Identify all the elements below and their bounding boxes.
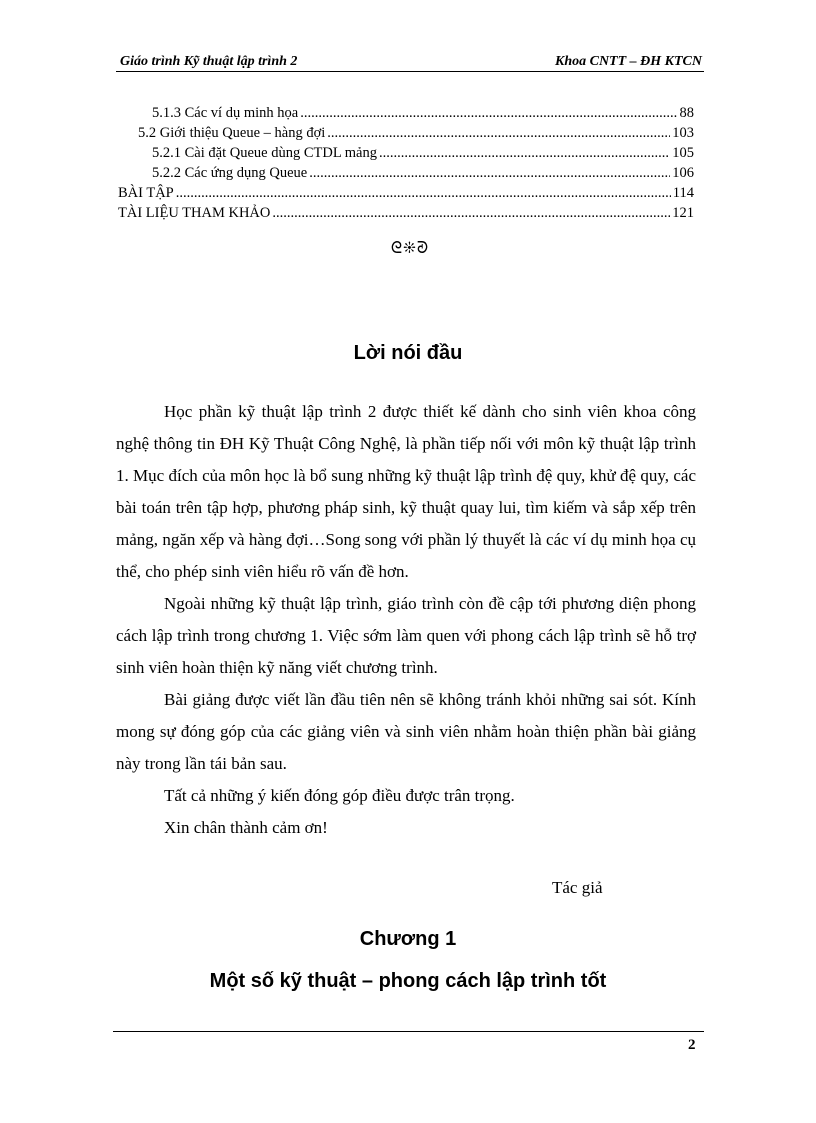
toc-entry-label: 5.2.2 Các ứng dụng Queue [152, 165, 308, 181]
page-header [116, 53, 704, 72]
toc-entry[interactable] [118, 183, 694, 203]
toc-entry-page: 103 [672, 125, 694, 141]
chapter-title: Một số kỹ thuật – phong cách lập trình tốt [209, 970, 607, 992]
toc-leader [309, 163, 670, 183]
preface-paragraph: Tất cả những ý kiến đóng góp điều được trân trọng. [164, 786, 515, 805]
toc-entry-page: 114 [672, 185, 694, 201]
preface-paragraph: Học phần kỹ thuật lập trình 2 được thiết kế dành cho sinh viên khoa công nghệ thông tin ĐH Kỹ Thuật Công Nghệ, là phần tiếp nối với môn kỹ thuật lập trình 1. Mục đích của môn học là bổ sung những kỹ thuật lập trình đệ quy, khử đệ quy, các bài toán trên tập hợp, phương pháp sinh, kỹ thuật quay lui, tìm kiếm và sắp xếp trên mảng, ngăn xếp và hàng đợi…Song song với phần lý thuyết là các ví dụ minh họa cụ thể, cho phép sinh viên hiểu rõ vấn đề hơn. [116, 402, 696, 581]
toc-leader [176, 183, 671, 203]
preface-paragraph: Xin chân thành cảm ơn! [164, 818, 328, 837]
toc-entry-label: BÀI TẬP [118, 185, 174, 201]
toc-entry[interactable] [118, 143, 694, 163]
preface-body [116, 396, 696, 844]
preface-paragraph: Ngoài những kỹ thuật lập trình, giáo trình còn đề cập tới phương diện phong cách lập trình trong chương 1. Việc sớm làm quen với phong cách lập trình sẽ hỗ trợ sinh viên hoàn thiện kỹ năng viết chương trình. [116, 594, 696, 677]
toc-entry-label: 5.2.1 Cài đặt Queue dùng CTDL mảng [152, 145, 377, 161]
preface-paragraph: Bài giảng được viết lần đầu tiên nên sẽ không tránh khỏi những sai sót. Kính mong sự đóng góp của các giảng viên và sinh viên nhằm hoàn thiện phần bài giảng này trong lần tái bản sau. [116, 690, 696, 773]
toc-entry-label: TÀI LIỆU THAM KHẢO [118, 205, 271, 221]
toc-entry[interactable] [118, 203, 694, 223]
toc-entry-page: 106 [672, 165, 694, 181]
toc-entry-page: 88 [679, 105, 694, 121]
toc-entry-page: 105 [672, 145, 694, 161]
page-number: 2 [688, 1037, 696, 1053]
toc-leader [327, 123, 670, 143]
decorative-ornament-icon: ᘓ❊ᘑ [390, 240, 430, 257]
toc-leader [379, 143, 670, 163]
toc-entry-label: 5.1.3 Các ví dụ minh họa [152, 105, 299, 121]
preface-title: Lời nói đầu [353, 342, 463, 364]
header-course-title: Giáo trình Kỹ thuật lập trình 2 [120, 54, 298, 69]
toc-entry[interactable] [118, 103, 694, 123]
toc-entry[interactable] [118, 163, 694, 183]
toc-entry[interactable] [118, 123, 694, 143]
toc-entry-label: 5.2 Giới thiệu Queue – hàng đợi [138, 125, 326, 141]
table-of-contents [118, 103, 694, 223]
preface-author: Tác giả [552, 878, 603, 897]
toc-leader [272, 203, 670, 223]
toc-leader [300, 103, 677, 123]
toc-entry-page: 121 [672, 205, 694, 221]
chapter-number: Chương 1 [359, 928, 457, 950]
footer-divider [113, 1031, 704, 1032]
header-faculty: Khoa CNTT – ĐH KTCN [554, 54, 702, 69]
